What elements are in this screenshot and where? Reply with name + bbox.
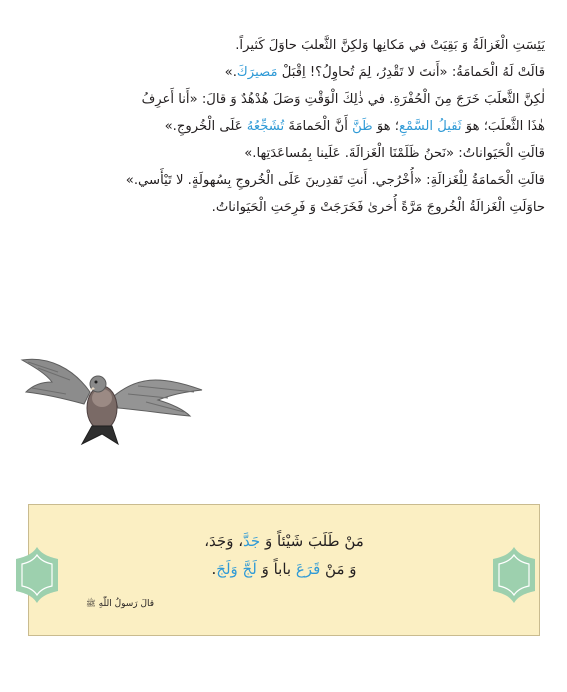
- hadith-quote: [119, 527, 449, 583]
- story-line-2-text-b: .»: [224, 65, 237, 80]
- highlighted-word: قَرَعَ: [295, 560, 321, 578]
- story-line-4-text-c: أَنَّ الْحَمامَةَ: [284, 119, 353, 134]
- hadith-line-2-text-d: .: [211, 560, 217, 578]
- story-line-3: لٰكِنَّ الثَّعلَبَ خَرَجَ مِنَ الْحُفْرَةِ. في ذٰلِكَ الْوَقْتِ وَصَلَ هُدْهُدٌ وَ قالَ: «أَنا أَعرِفُ: [141, 92, 545, 107]
- highlighted-word: جَدَّ: [243, 532, 261, 550]
- story-line-4: [20, 113, 545, 140]
- story-line-2: [20, 59, 545, 86]
- honorific-seal: ﷺ: [86, 599, 96, 608]
- story-line-4-text-d: عَلَى الْخُروجِ.»: [164, 119, 247, 134]
- highlighted-word: وَلَجَ: [216, 560, 238, 578]
- story-line-5: قالَتِ الْحَيَواناتُ: «نَحنُ ظَلَمْنَا الْغَزالَةَ. عَلَينا بِمُساعَدَتِها.»: [244, 146, 545, 161]
- story-line-4-text-a: هٰذَا الثَّعلَبَ؛ هوَ: [461, 119, 545, 134]
- hadith-attribution: [86, 598, 154, 610]
- story-line-1: يَئِسَتِ الْغَزالَةُ وَ بَقِيَتْ في مَكانِها وَلكِنَّ الثَّعلبَ حاوَلَ كَثيراً.: [235, 38, 545, 53]
- flying-dove-icon: [18, 338, 206, 446]
- story-line-7: حاوَلَتِ الْغَزالَةُ الْخُروجَ مَرَّةً أُخرىٰ فَخَرَجَتْ وَ فَرِحَتِ الْحَيَواناتُ.: [211, 200, 545, 215]
- highlighted-word: لَجَّ: [242, 560, 257, 578]
- story-line-6: قالَتِ الْحَمامَةُ لِلْغَزالَةِ: «أُخْرُجي. أَنتِ تَقدِرينَ عَلَى الْخُروجِ بِسُهولَةٍ. لا تَيْأَسي.»: [125, 173, 545, 188]
- hadith-line-2-text-a: وَ مَنْ: [320, 560, 357, 578]
- story-line-4-text-b: ؛ هوَ: [372, 119, 399, 134]
- attribution-text: قالَ رَسولُ اللّٰهِ: [98, 599, 155, 609]
- story-line-2-text-a: قالَتْ لَهُ الْحَمامَةُ: «أَنتَ لا تَقْدِرُ، لِمَ تُحاوِلُ؟! اِقْبَلْ: [277, 65, 545, 80]
- hadith-line-1-text-a: مَنْ طَلَبَ شَيْئاً وَ: [260, 532, 364, 550]
- highlighted-word: ظَنَّ: [352, 119, 373, 134]
- hadith-line-2-text-b: باباً وَ: [256, 560, 296, 578]
- hadith-line-1-text-b: ، وَجَدَ،: [204, 532, 244, 550]
- highlighted-word: تُشَجِّعُهُ: [246, 119, 285, 134]
- story-text: [20, 32, 545, 221]
- highlighted-word: مَصيرَكَ: [236, 65, 278, 80]
- highlighted-word: ثَقيلُ السَّمْعِ: [398, 119, 462, 134]
- hadith-line-1: [119, 527, 449, 555]
- hadith-line-2: [119, 555, 449, 583]
- ornament-badge-icon: [14, 545, 60, 605]
- ornament-badge-icon: [491, 545, 537, 605]
